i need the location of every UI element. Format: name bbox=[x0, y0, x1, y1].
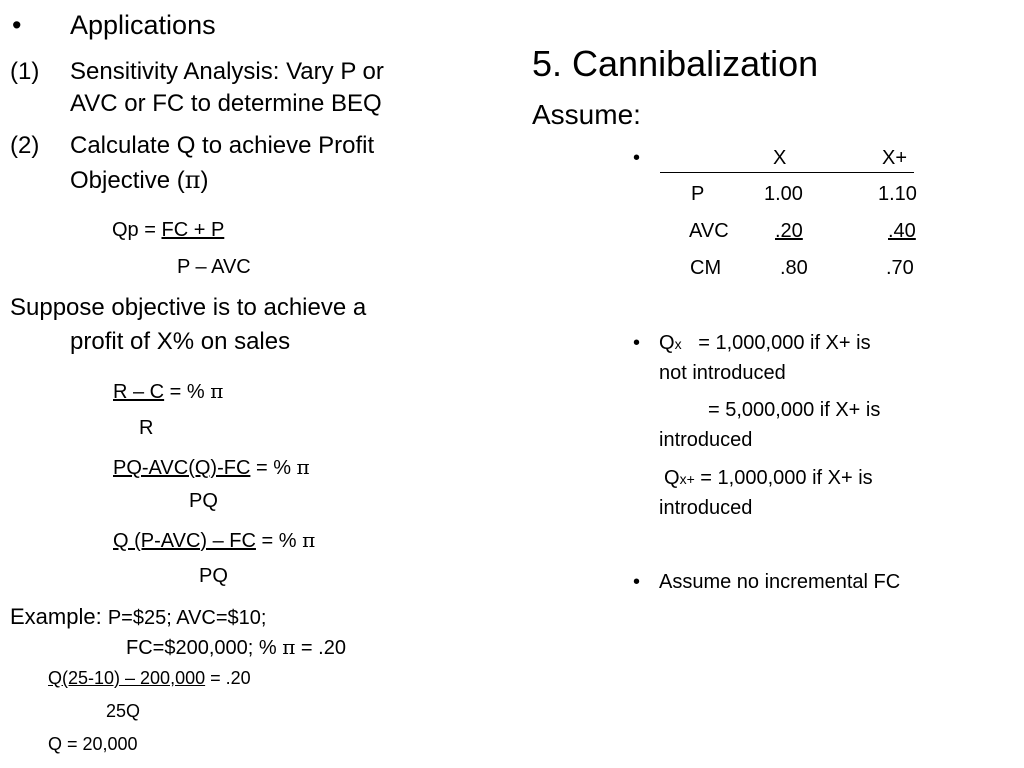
q-line-5: Qx+ = 1,000,000 if X+ is bbox=[664, 467, 873, 489]
q-line-3: = 5,000,000 if X+ is bbox=[708, 399, 881, 421]
table-header-underline bbox=[660, 172, 914, 173]
table-bullet: • bbox=[633, 147, 641, 169]
table-header-xplus: X+ bbox=[882, 147, 908, 169]
table-cell: .20 bbox=[775, 220, 803, 242]
item-2-number: (2) bbox=[10, 132, 40, 159]
item-1-number: (1) bbox=[10, 58, 40, 85]
example-line-2: FC=$200,000; % π = .20 bbox=[126, 635, 346, 659]
example-line-1: Example: P=$25; AVC=$10; bbox=[10, 604, 267, 629]
bullet-applications: • bbox=[12, 10, 22, 40]
equation-3: Q (P-AVC) – FC = % π bbox=[113, 528, 316, 552]
equation-1: R – C = % π bbox=[113, 379, 224, 403]
equation-2: PQ-AVC(Q)-FC = % π bbox=[113, 455, 310, 479]
item-1-line-1: Sensitivity Analysis: Vary P or bbox=[70, 58, 384, 85]
table-row-label: P bbox=[691, 183, 705, 205]
qp-denominator: P – AVC bbox=[177, 256, 251, 278]
equation-1-denominator: R bbox=[139, 417, 154, 439]
item-2-line-1: Calculate Q to achieve Profit bbox=[70, 132, 375, 159]
q-line-4: introduced bbox=[659, 429, 753, 451]
table-header-x: X bbox=[773, 147, 787, 169]
q-line-1: Qx = 1,000,000 if X+ is bbox=[659, 332, 871, 354]
equation-3-denominator: PQ bbox=[199, 565, 228, 587]
assume-label: Assume: bbox=[532, 99, 641, 130]
calc-denominator: 25Q bbox=[106, 701, 141, 721]
table-cell: 1.10 bbox=[878, 183, 917, 205]
table-row-label: CM bbox=[690, 257, 722, 279]
qp-formula: Qp = FC + P bbox=[112, 219, 225, 241]
calc-line: Q(25-10) – 200,000 = .20 bbox=[48, 668, 251, 688]
q-line-2: not introduced bbox=[659, 362, 786, 384]
table-cell: .40 bbox=[888, 220, 916, 242]
q-line-6: introduced bbox=[659, 497, 753, 519]
item-1-line-2: AVC or FC to determine BEQ bbox=[70, 90, 382, 117]
q-bullet: • bbox=[633, 332, 641, 354]
fc-bullet: • bbox=[633, 571, 641, 593]
calc-result: Q = 20,000 bbox=[48, 734, 138, 754]
no-incremental-fc: Assume no incremental FC bbox=[659, 571, 901, 593]
table-row-label: AVC bbox=[689, 220, 729, 242]
table-cell: .70 bbox=[886, 257, 914, 279]
table-cell: 1.00 bbox=[764, 183, 803, 205]
suppose-line-2: profit of X% on sales bbox=[70, 328, 291, 355]
suppose-line-1: Suppose objective is to achieve a bbox=[10, 294, 367, 321]
table-cell: .80 bbox=[780, 257, 808, 279]
equation-2-denominator: PQ bbox=[189, 490, 218, 512]
applications-heading: Applications bbox=[70, 10, 216, 40]
slide-title: 5. Cannibalization bbox=[532, 43, 819, 84]
item-2-line-2: Objective (π) bbox=[70, 166, 209, 194]
